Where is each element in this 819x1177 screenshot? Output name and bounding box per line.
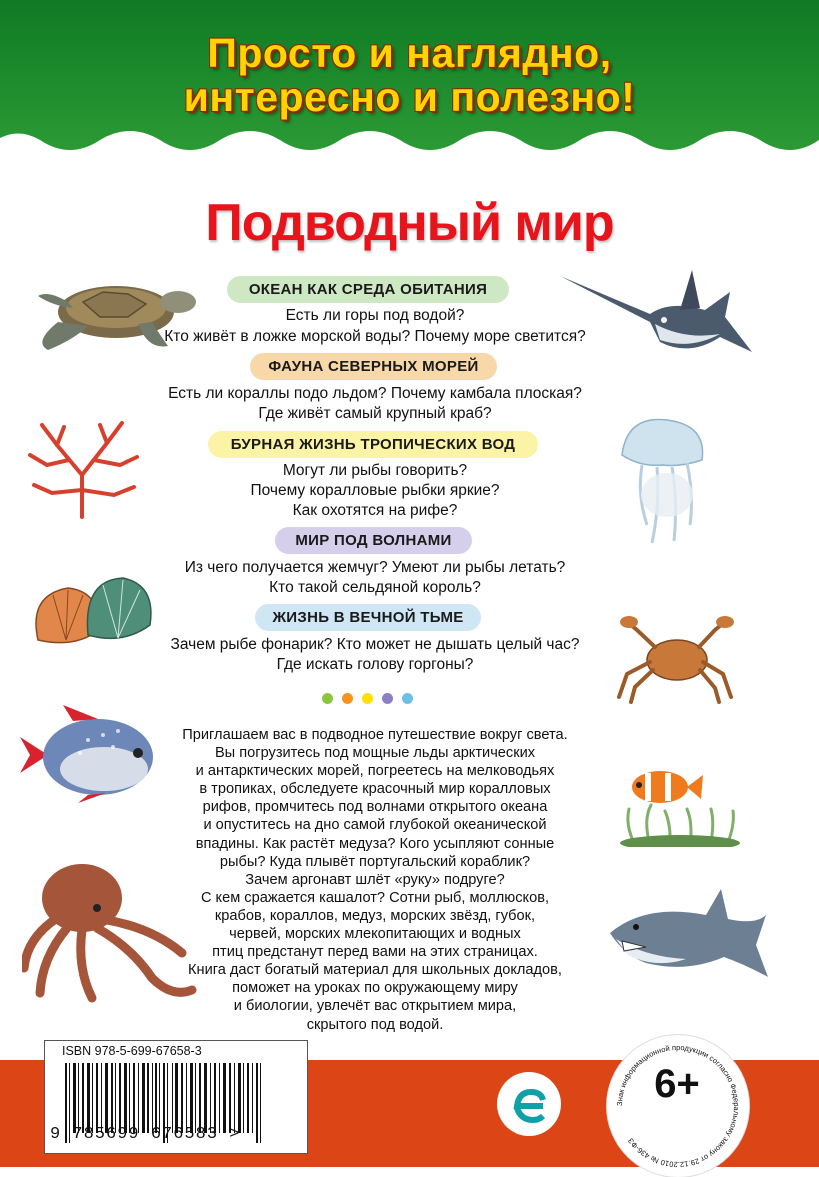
seashells-illustration (28, 570, 158, 650)
decorative-dots (322, 693, 432, 707)
section-heading-tropical-waters: БУРНАЯ ЖИЗНЬ ТРОПИЧЕСКИХ ВОД (208, 431, 538, 458)
slogan-line-2: интересно и полезно! (183, 74, 636, 120)
publisher-logo-icon (495, 1070, 563, 1138)
question-line: Есть ли кораллы подо льдом? Почему камбала плоская? (168, 385, 582, 402)
description-line: в тропиках, обследуете красочный мир коралловых (199, 781, 551, 798)
description-line: поможет на уроках по окружающему миру (232, 980, 518, 997)
description (170, 726, 580, 1034)
description-line: и опуститесь на дно самой глубокой океанической (203, 817, 547, 834)
slogan-line-1: Просто и наглядно, (207, 30, 612, 76)
description-line: и антарктических морей, погреетесь на мелководьях (195, 763, 555, 780)
description-line: птиц предстанут перед вами на этих страницах. (212, 944, 538, 961)
description-line: Приглашаем вас в подводное путешествие вокруг света. (182, 727, 568, 743)
description-line: Зачем аргонавт шлёт «руку» подруге? (245, 871, 505, 888)
octopus-illustration (22, 858, 202, 1008)
section-heading-eternal-darkness: ЖИЗНЬ В ВЕЧНОЙ ТЬМЕ (255, 604, 481, 631)
question-line: Кто такой сельдяной король? (269, 579, 481, 596)
description-line: Книга даст богатый материал для школьных докладов, (188, 962, 562, 979)
age-rating-label: 6+ (654, 1062, 700, 1106)
swordfish-illustration (560, 262, 755, 372)
sea-turtle-illustration (28, 262, 213, 354)
shark-illustration (606, 885, 771, 985)
description-line: Вы погрузитесь под мощные льды арктических (214, 745, 536, 762)
clownfish-illustration (615, 765, 747, 847)
description-line: скрытого под водой. (306, 1016, 444, 1033)
question-line: Могут ли рыбы говорить? (282, 462, 468, 479)
question-line: Кто живёт в ложке морской воды? Почему море светится? (164, 328, 586, 345)
header-band (0, 0, 819, 165)
dot (322, 693, 333, 704)
question-line: Есть ли горы под водой? (285, 307, 465, 324)
dot (402, 693, 413, 704)
moonfish-illustration (18, 705, 158, 803)
question-line: Где искать голову горгоны? (276, 656, 474, 673)
question-line: Почему коралловые рыбки яркие? (250, 482, 500, 499)
description-line: впадины. Как растёт медуза? Кого усыпляют сонные (195, 835, 555, 852)
description-line: червей, морских млекопитающих и водных (229, 926, 521, 943)
jellyfish-illustration (612, 415, 712, 547)
dot (382, 693, 393, 704)
question-line: Из чего получается жемчуг? Умеют ли рыбы летать? (184, 559, 566, 576)
question-line: Где живёт самый крупный краб? (258, 405, 492, 422)
description-line: С кем сражается кашалот? Сотни рыб, моллюсков, (200, 889, 550, 906)
crab-illustration (615, 612, 735, 704)
dot (342, 693, 353, 704)
section-heading-ocean: ОКЕАН КАК СРЕДА ОБИТАНИЯ (227, 276, 509, 303)
section-heading-under-waves: МИР ПОД ВОЛНАМИ (275, 527, 472, 554)
description-line: рыбы? Куда плывёт португальский кораблик? (219, 853, 531, 870)
description-line: рифов, промчитесь под волнами открытого океана (202, 799, 548, 816)
question-line: Зачем рыбе фонарик? Кто может не дышать целый час? (170, 636, 580, 653)
description-line: крабов, кораллов, медуз, морских звёзд, губок, (214, 907, 536, 924)
isbn-label: ISBN 978-5-699-67658-3 (62, 1044, 202, 1058)
book-title: Подводный мир (205, 194, 614, 252)
section-heading-northern-seas: ФАУНА СЕВЕРНЫХ МОРЕЙ (250, 353, 497, 380)
age-rating-ring-text: Знак информационной продукции согласно Федеральному закону от 29.12.2010 № 436-ФЗ (614, 1042, 742, 1170)
dot (362, 693, 373, 704)
barcode-digits: 9 785699 676583 > (50, 1125, 241, 1144)
red-coral-illustration (22, 415, 144, 519)
description-line: и биологии, увлечёт вас открытием мира, (233, 998, 517, 1015)
question-line: Как охотятся на рифе? (292, 502, 458, 519)
